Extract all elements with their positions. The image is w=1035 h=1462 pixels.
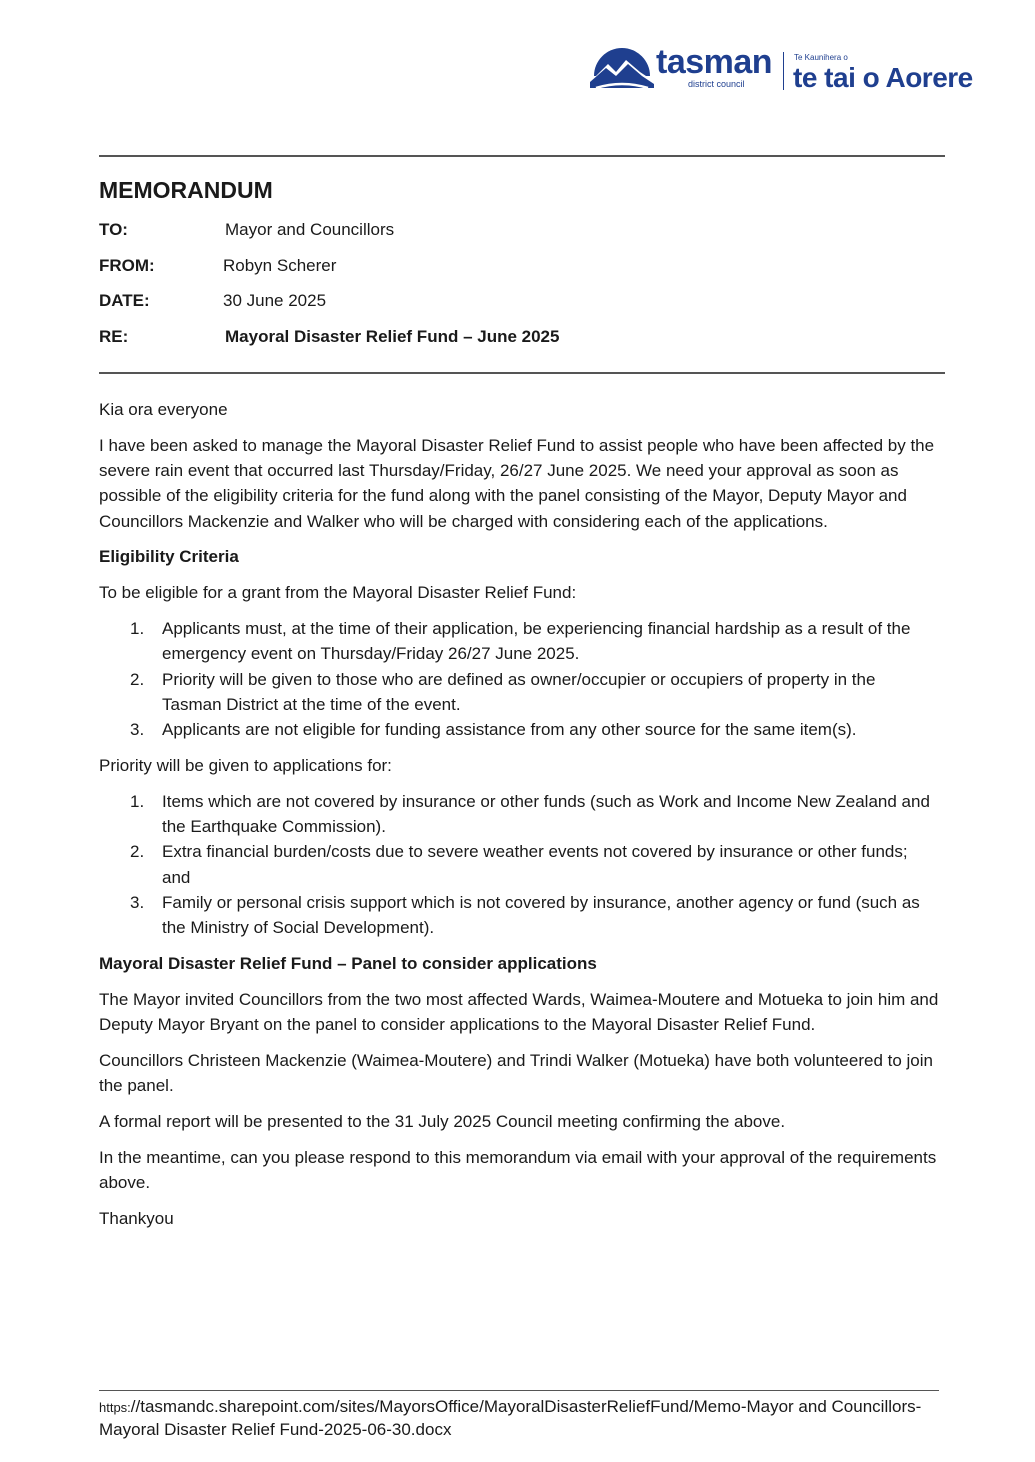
eligibility-heading: Eligibility Criteria	[99, 547, 239, 567]
list-item-text: Extra financial burden/costs due to severe weather events not covered by insurance or other funds; and	[162, 842, 908, 887]
respond-paragraph: In the meantime, can you please respond to this memorandum via email with your approval of the requirements above.	[99, 1147, 937, 1193]
list-number: 3.	[130, 720, 145, 740]
header-rule-top	[99, 155, 945, 157]
list-item-text: Items which are not covered by insurance or other funds (such as Work and Income New Zealand and the Earthquake Commission).	[162, 791, 930, 837]
report-paragraph: A formal report will be presented to the 31 July 2025 Council meeting confirming the above.	[99, 1112, 786, 1132]
footer-path-rest: //tasmandc.sharepoint.com/sites/MayorsOffice/MayoralDisasterReliefFund/Memo-Mayor and Councillors-Mayoral Disaster Relief Fund-2025-06-30.docx	[99, 1397, 922, 1439]
list-item	[99, 890, 945, 941]
panel-paragraph-1: The Mayor invited Councillors from the two most affected Wards, Waimea-Moutere and Motueka to join him and Deputy Mayor Bryant on the panel to consider applications to the Mayoral Disaster Relief Fund.	[99, 989, 939, 1035]
re-label: RE:	[99, 327, 129, 346]
list-number: 2.	[130, 842, 145, 862]
footer-path-prefix: https:	[99, 1400, 131, 1415]
logo-maori-small: Te Kaunihera o	[794, 53, 848, 62]
date-label: DATE:	[99, 291, 150, 310]
eligibility-intro: To be eligible for a grant from the Mayoral Disaster Relief Fund:	[99, 583, 577, 603]
panel-paragraph-2: Councillors Christeen Mackenzie (Waimea-Moutere) and Trindi Walker (Motueka) have both volunteered to join the panel.	[99, 1051, 933, 1096]
logo-maori-name: te tai o Aorere	[793, 62, 973, 93]
list-item-text: Priority will be given to those who are defined as owner/occupier or occupiers of property in the Tasman District at the time of the event.	[162, 669, 876, 714]
priority-intro: Priority will be given to applications for:	[99, 756, 392, 776]
mountain-logo-icon	[590, 42, 654, 92]
list-item	[99, 616, 945, 667]
from-label: FROM:	[99, 256, 155, 275]
list-item	[99, 839, 945, 890]
from-value: Robyn Scherer	[223, 256, 337, 275]
header-rule-bottom	[99, 372, 945, 374]
logo-tasman-text: tasman	[656, 43, 773, 81]
list-item	[99, 717, 945, 742]
memo-body	[99, 397, 945, 1242]
list-item-text: Applicants must, at the time of their application, be experiencing financial hardship as a result of the emergency event on Thursday/Friday 26/27 June 2025.	[162, 619, 911, 664]
to-label: TO:	[99, 220, 128, 239]
list-number: 1.	[130, 791, 145, 811]
memo-title: MEMORANDUM	[99, 177, 273, 203]
list-item-text: Applicants are not eligible for funding assistance from any other source for the same item(s).	[162, 720, 857, 740]
re-value: Mayoral Disaster Relief Fund – June 2025	[225, 327, 560, 346]
list-item	[99, 667, 945, 718]
list-number: 2.	[130, 669, 145, 689]
panel-heading: Mayoral Disaster Relief Fund – Panel to consider applications	[99, 954, 597, 974]
eligibility-list	[99, 616, 945, 742]
list-number: 3.	[130, 893, 145, 913]
to-value: Mayor and Councillors	[225, 220, 395, 239]
intro-paragraph: I have been asked to manage the Mayoral Disaster Relief Fund to assist people who have been affected by the severe rain event that occurred last Thursday/Friday, 26/27 June 2025. We need your approval as soon as possible of the eligibility criteria for the fund along with the panel consisting of the Mayor, Deputy Mayor and Councillors Mackenzie and Walker who will be charged with considering each of the applications.	[99, 435, 935, 531]
list-item	[99, 789, 945, 840]
list-item-text: Family or personal crisis support which is not covered by insurance, another agency or fund (such as the Ministry of Social Development).	[162, 893, 920, 938]
priority-list	[99, 789, 945, 941]
date-value: 30 June 2025	[223, 291, 327, 310]
logo-divider	[783, 52, 784, 90]
list-number: 1.	[130, 619, 145, 639]
council-logo	[590, 40, 980, 96]
footer-file-path	[99, 1396, 939, 1440]
footer-rule	[99, 1390, 939, 1391]
signoff: Thankyou	[99, 1209, 174, 1229]
logo-subtitle: district council	[688, 79, 745, 89]
greeting: Kia ora everyone	[99, 400, 228, 419]
